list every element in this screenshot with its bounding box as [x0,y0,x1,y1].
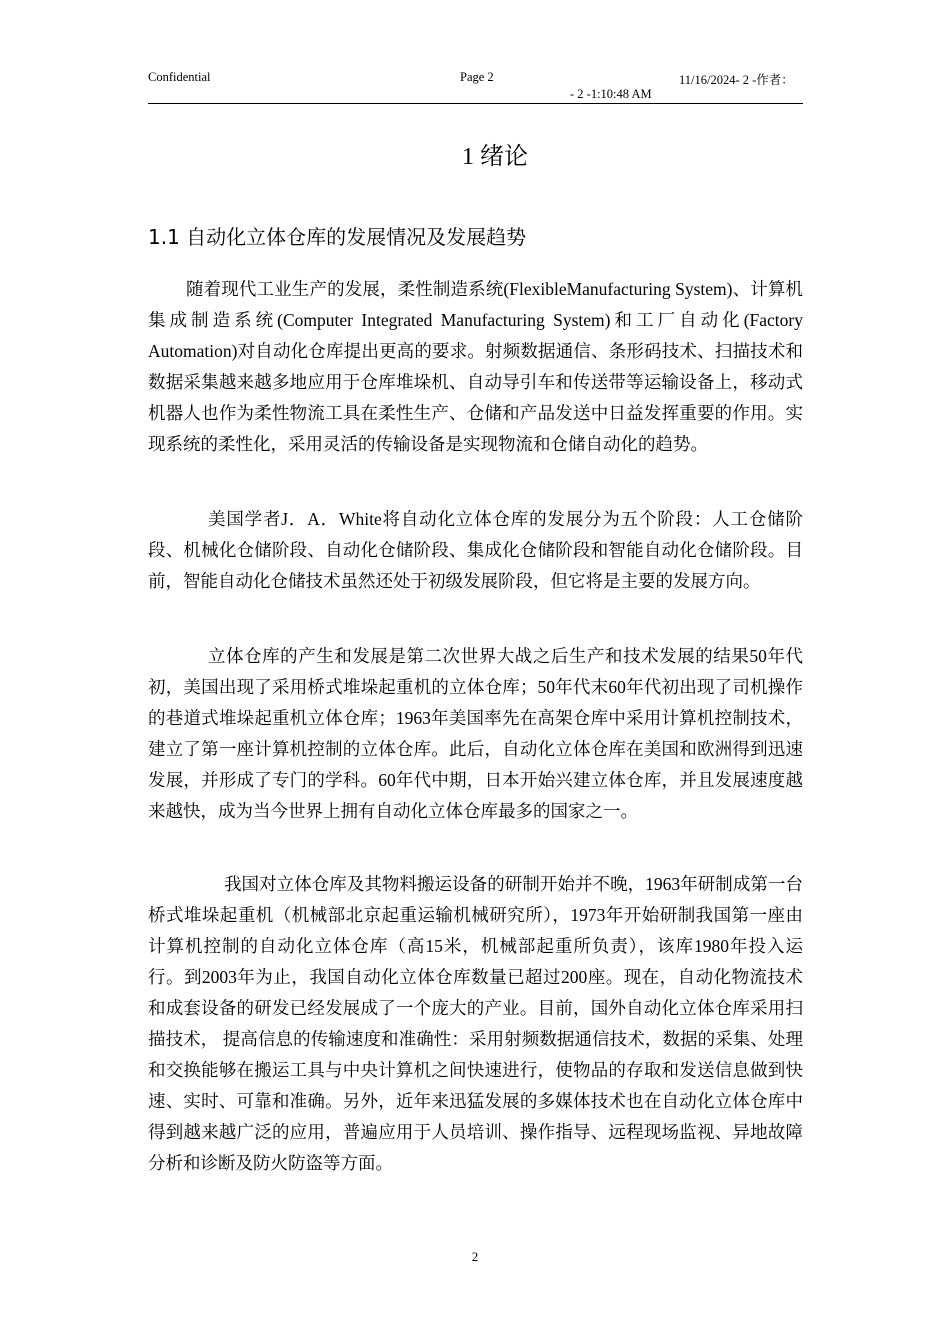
body-paragraph: 美国学者J．A．White将自动化立体仓库的发展分为五个阶段：人工仓储阶段、机械化仓储阶段、自动化仓储阶段、集成化仓储阶段和智能自动化仓储阶段。目前，智能自动化仓储技术虽然还处于初级发展阶段，但它将是主要的发展方向。 [148,509,803,591]
chapter-title: 1 绪论 [462,144,528,170]
header-page-label: Page 2 [460,70,494,84]
body-paragraph: 我国对立体仓库及其物料搬运设备的研制开始并不晚，1963年研制成第一台桥式堆垛起重机（机械部北京起重运输机械研究所），1973年开始研制我国第一座由计算机控制的自动化立体仓库（高15米，机械部起重所负责），该库1980年投入运行。到2003年为止，我国自动化立体仓库数量已超过200座。现在，自动化物流技术和成套设备的研发已经发展成了一个庞大的产业。目前，国外自动化立体仓库采用扫描技术， 提高信息的传输速度和准确性：采用射频数据通信技术，数据的采集、处理和交换能够在搬运工具与中央计算机之间快速进行，使物品的存取和发送信息做到快速、实时、可靠和准确。另外，近年来迅猛发展的多媒体技术也在自动化立体仓库中得到越来越广泛的应用，普遍应用于人员培训、操作指导、远程现场监视、异地故障分析和诊断及防火防盗等方面。 [148,874,803,1173]
body-paragraph: 立体仓库的产生和发展是第二次世界大战之后生产和技术发展的结果50年代初，美国出现了采用桥式堆垛起重机的立体仓库；50年代末60年代初出现了司机操作的巷道式堆垛起重机立体仓库；1963年美国率先在高架仓库中采用计算机控制技术，建立了第一座计算机控制的立体仓库。此后，自动化立体仓库在美国和欧洲得到迅速发展，并形成了专门的学科。60年代中期，日本开始兴建立体仓库，并且发展速度越来越快，成为当今世界上拥有自动化立体仓库最多的国家之一。 [148,646,803,821]
body-paragraph: 随着现代工业生产的发展，柔性制造系统(FlexibleManufacturing System)、计算机集成制造系统(Computer Integrated Manufacturing System)和工厂自动化(Factory Automation)对自动化仓库提出更高的要求。射频数据通信、条形码技术、扫描技术和数据采集越来越多地应用于仓库堆垛机、自动导引车和传送带等运输设备上，移动式机器人也作为柔性物流工具在柔性生产、仓储和产品发送中日益发挥重要的作用。实现系统的柔性化，采用灵活的传输设备是实现物流和仓储自动化的趋势。 [148,279,803,454]
header-divider [148,103,803,104]
header-time: - 2 -1:10:48 AM [570,87,652,101]
section-title: 1.1 自动化立体仓库的发展情况及发展趋势 [148,225,527,249]
header-date-author: 11/16/2024- 2 -作者： [679,73,794,87]
header-left-text: Confidential [148,70,211,84]
page-number: 2 [471,1249,479,1264]
